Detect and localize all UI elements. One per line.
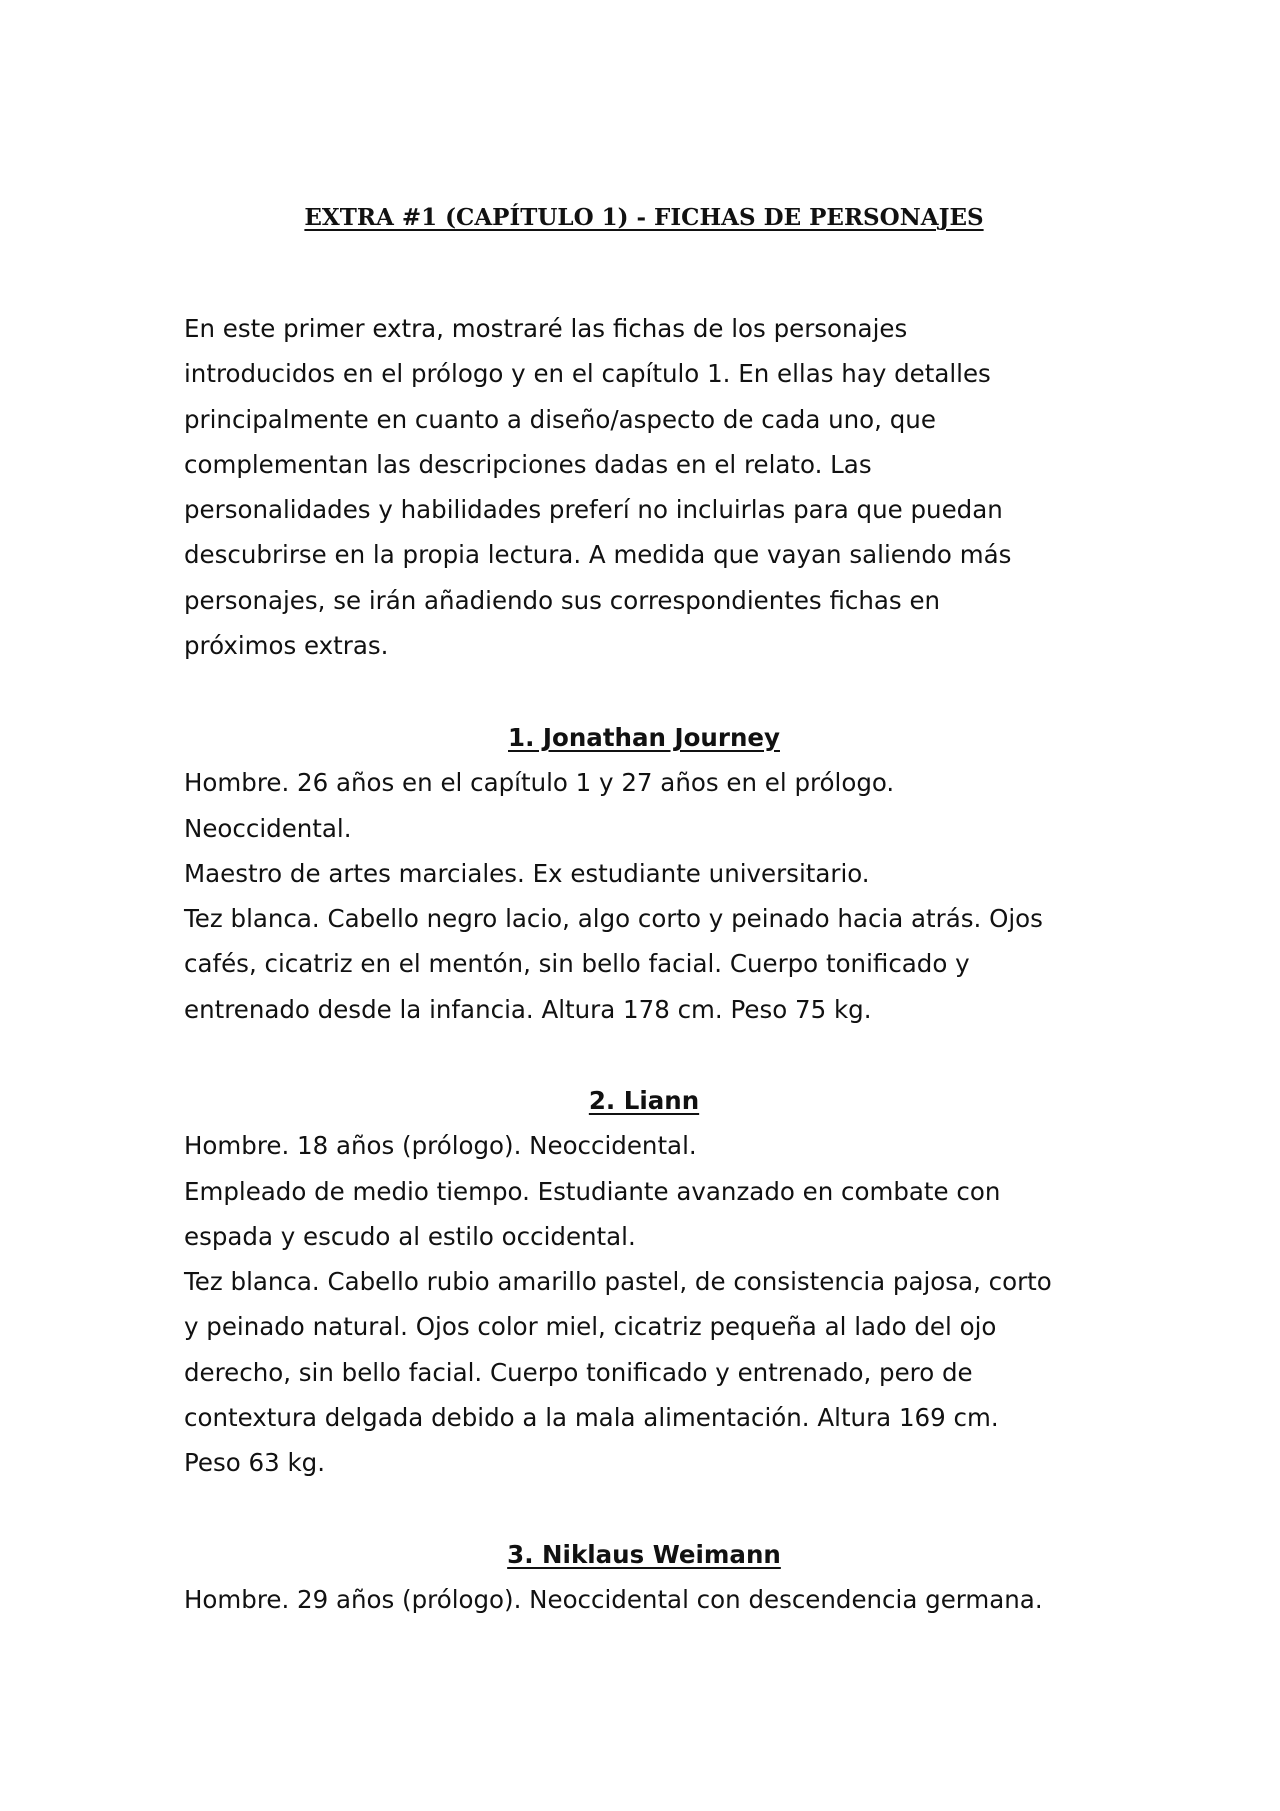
character-section-niklaus xyxy=(184,1532,1104,1623)
intro-line: En este primer extra, mostraré las fichas de los personajes xyxy=(184,314,908,343)
section-line: Hombre. 29 años (prólogo). Neoccidental con descendencia germana. xyxy=(184,1585,1043,1615)
intro-line: próximos extras. xyxy=(184,631,389,661)
section-line: Peso 63 kg. xyxy=(184,1448,326,1478)
document-page xyxy=(184,0,1104,1811)
section-line: contextura delgada debido a la mala alimentación. Altura 169 cm. xyxy=(184,1403,999,1433)
intro-line: personajes, se irán añadiendo sus correspondientes fichas en xyxy=(184,585,941,615)
section-line: cafés, cicatriz en el mentón, sin bello facial. Cuerpo tonificado y xyxy=(184,949,970,979)
section-line: Hombre. 26 años en el capítulo 1 y 27 años en el prólogo. xyxy=(184,768,895,798)
intro-line: descubrirse en la propia lectura. A medida que vayan saliendo más xyxy=(184,540,1012,570)
section-line: Tez blanca. Cabello rubio amarillo pastel, de consistencia pajosa, corto xyxy=(184,1267,1052,1297)
section-heading: 2. Liann xyxy=(588,1086,700,1115)
intro-paragraph xyxy=(184,306,1104,668)
section-heading: 3. Niklaus Weimann xyxy=(507,1540,781,1569)
intro-line: complementan las descripciones dadas en el relato. Las xyxy=(184,449,872,479)
document-title: EXTRA #1 (CAPÍTULO 1) - FICHAS DE PERSONAJES xyxy=(304,204,984,231)
character-section-jonathan xyxy=(184,715,1104,1032)
section-line: Maestro de artes marciales. Ex estudiante universitario. xyxy=(184,858,870,888)
intro-line: principalmente en cuanto a diseño/aspecto de cada uno, que xyxy=(184,404,936,434)
character-section-liann xyxy=(184,1078,1104,1486)
section-line: entrenado desde la infancia. Altura 178 cm. Peso 75 kg. xyxy=(184,994,872,1024)
section-line: Neoccidental. xyxy=(184,813,352,843)
intro-line: introducidos en el prólogo y en el capítulo 1. En ellas hay detalles xyxy=(184,359,991,389)
section-line: Empleado de medio tiempo. Estudiante avanzado en combate con xyxy=(184,1176,1001,1206)
section-line: y peinado natural. Ojos color miel, cicatriz pequeña al lado del ojo xyxy=(184,1312,997,1342)
intro-line: personalidades y habilidades preferí no incluirlas para que puedan xyxy=(184,495,1003,525)
section-line: espada y escudo al estilo occidental. xyxy=(184,1221,636,1251)
section-heading: 1. Jonathan Journey xyxy=(508,723,780,752)
section-line: derecho, sin bello facial. Cuerpo tonificado y entrenado, pero de xyxy=(184,1357,973,1387)
section-line: Tez blanca. Cabello negro lacio, algo corto y peinado hacia atrás. Ojos xyxy=(184,904,1043,934)
section-line: Hombre. 18 años (prólogo). Neoccidental. xyxy=(184,1131,697,1161)
